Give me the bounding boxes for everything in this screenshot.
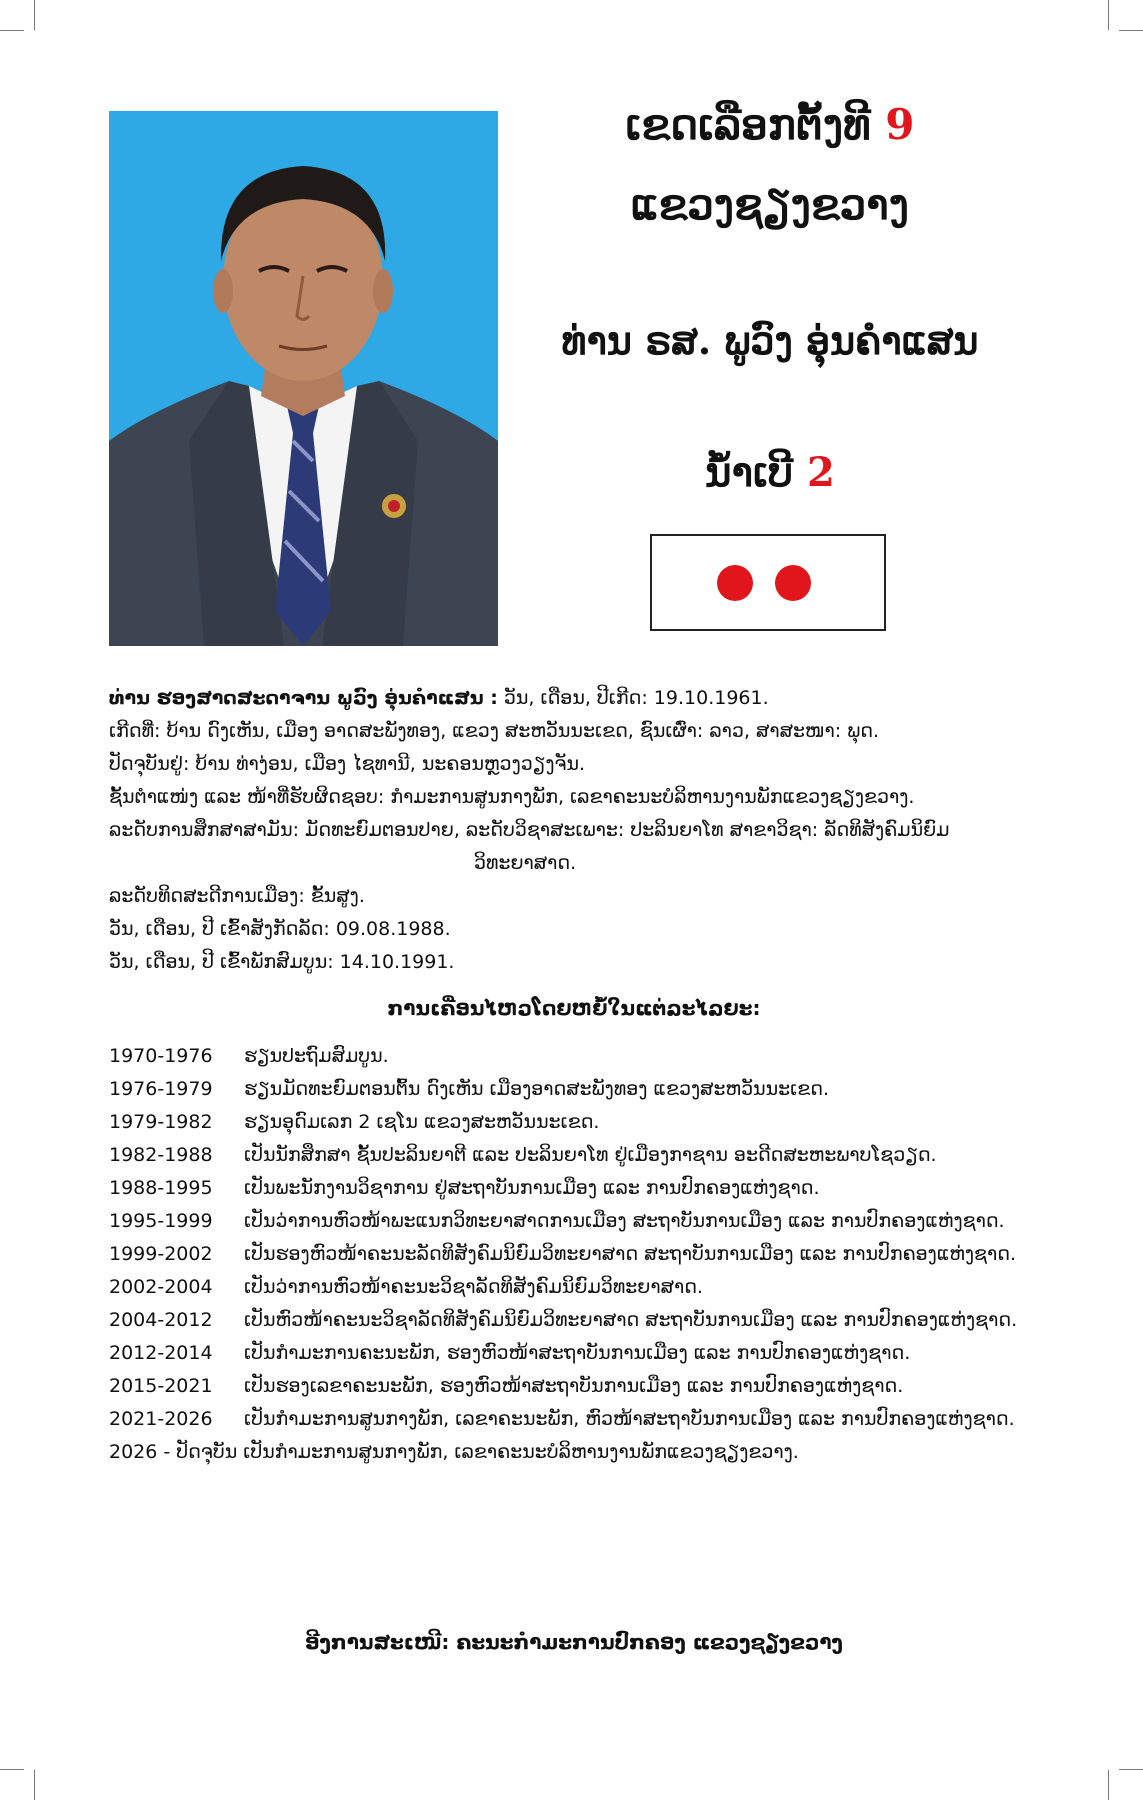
bio-line: [109, 682, 1039, 715]
timeline-row: [109, 1271, 1039, 1304]
timeline-row: [109, 1040, 1039, 1073]
timeline-text: ເປັນວ່າການຫົວໜ້າພະແນກວິທະຍາສາດການເມືອງ ສະຖາບັນການເມືອງ ແລະ ການປົກຄອງແຫ່ງຊາດ.: [244, 1210, 1005, 1232]
timeline-row-current: [109, 1436, 1039, 1469]
crop-mark: [1119, 30, 1143, 31]
timeline-text: ເປັນວ່າການຫົວໜ້າຄະນະວິຊາລັດທິສັງຄົມນິຍົມວິທະຍາສາດ.: [244, 1276, 703, 1298]
timeline-text: ເປັນຫົວໜ້າຄະນະວິຊາລັດທິສັງຄົມນິຍົມວິທະຍາສາດ ສະຖາບັນການເມືອງ ແລະ ການປົກຄອງແຫ່ງຊາດ.: [244, 1309, 1018, 1331]
timeline-years: 1979-1982: [109, 1111, 213, 1133]
bio-line: ປັດຈຸບັນຢູ່: ບ້ານ ທ່າງ່ອນ, ເມືອງ ໄຊທານີ, ນະຄອນຫຼວງວຽງຈັນ.: [109, 753, 586, 775]
timeline-text: ເປັນຮອງເລຂາຄະນະພັກ, ຮອງຫົວໜ້າສະຖາບັນການເມືອງ ແລະ ການປົກຄອງແຫ່ງຊາດ.: [244, 1375, 904, 1397]
timeline-row: [109, 1403, 1039, 1436]
crop-mark: [1119, 1769, 1143, 1770]
district-number: 9: [885, 100, 915, 149]
bio-line: ວັນ, ເດືອນ, ປີ ເຂົ້າພັກສົມບູນ: 14.10.1991.: [109, 951, 455, 973]
bio-line: ວັນ, ເດືອນ, ປີ ເຂົ້າສັງກັດລັດ: 09.08.1988.: [109, 918, 451, 940]
timeline-text: ຮຽນປະຖົມສົມບູນ.: [244, 1045, 389, 1067]
timeline-text: ເປັນຮອງຫົວໜ້າຄະນະລັດທິສັງຄົມນິຍົມວິທະຍາສາດ ສະຖາບັນການເມືອງ ແລະ ການປົກຄອງແຫ່ງຊາດ.: [244, 1243, 1017, 1265]
district-heading: [560, 100, 980, 149]
bio-line: ລະດັບທິດສະດີການເມືອງ: ຂັ້ນສູງ.: [109, 885, 365, 907]
ballot-symbol: [650, 534, 886, 631]
timeline-years: 2012-2014: [109, 1342, 213, 1364]
ballot-number-heading: [560, 449, 980, 496]
timeline-row: [109, 1205, 1039, 1238]
timeline-row: [109, 1172, 1039, 1205]
biography: [109, 682, 1039, 979]
crop-mark: [34, 0, 35, 30]
timeline-row: [109, 1073, 1039, 1106]
crop-mark: [0, 1769, 24, 1770]
timeline-years: 2002-2004: [109, 1276, 213, 1298]
ballot-number: 2: [807, 449, 835, 496]
timeline-row: [109, 1106, 1039, 1139]
timeline-text: ຮຽນມັດທະຍົມຕອນຕົ້ນ ດົງເຫັນ ເມືອງອາດສະພັງທອງ ແຂວງສະຫວັນນະເຂດ.: [244, 1078, 830, 1100]
timeline-years: 2021-2026: [109, 1408, 213, 1430]
footer-note: ອີງການສະເໜີ: ຄະນະກຳມະການປົກຄອງ ແຂວງຊຽງຂວາງ: [305, 1630, 843, 1654]
timeline-row: [109, 1139, 1039, 1172]
timeline-text: ຮຽນອຸດົມເລກ 2 ເຊໂນ ແຂວງສະຫວັນນະເຂດ.: [244, 1111, 600, 1133]
timeline-years: 1970-1976: [109, 1045, 213, 1067]
timeline-text: ເປັນກຳມະການສູນກາງພັກ, ເລຂາຄະນະພັກ, ຫົວໜ້າສະຖາບັນການເມືອງ ແລະ ການປົກຄອງແຫ່ງຊາດ.: [244, 1408, 1015, 1430]
bio-line: ລະດັບການສຶກສາສາມັນ: ມັດທະຍົມຕອນປາຍ, ລະດັບວິຊາສະເພາະ: ປະລິນຍາໂທ ສາຂາວິຊາ: ລັດທິສັງຄົມນິຍົມ: [109, 819, 950, 841]
ballot-dot: [775, 565, 811, 601]
timeline: [109, 1040, 1039, 1469]
timeline-text: ເປັນກຳມະການຄະນະພັກ, ຮອງຫົວໜ້າສະຖາບັນການເມືອງ ແລະ ການປົກຄອງແຫ່ງຊາດ.: [244, 1342, 911, 1364]
ballot-dot: [717, 565, 753, 601]
timeline-years: 1988-1995: [109, 1177, 213, 1199]
timeline-title: ການເຄື່ອນໄຫວໂດຍຫຍໍ້ໃນແຕ່ລະໄລຍະ:: [387, 996, 761, 1020]
crop-mark: [34, 1770, 35, 1800]
timeline-row: [109, 1370, 1039, 1403]
bio-line: ຊັ້ນຕຳແໜ່ງ ແລະ ໜ້າທີ່ຮັບຜິດຊອບ: ກຳມະການສູນກາງພັກ, ເລຂາຄະນະບໍລິຫານງານພັກແຂວງຊຽງຂວາງ.: [109, 786, 915, 808]
timeline-text: ເປັນກຳມະການສູນກາງພັກ, ເລຂາຄະນະບໍລິຫານງານພັກແຂວງຊຽງຂວາງ.: [243, 1441, 799, 1463]
timeline-years: 2015-2021: [109, 1375, 213, 1397]
timeline-years: 1999-2002: [109, 1243, 213, 1265]
district-label: ເຂດເລືອກຕັ້ງທີ: [625, 100, 871, 149]
timeline-text: ເປັນນັກສຶກສາ ຊັ້ນປະລິນຍາຕີ ແລະ ປະລິນຍາໂທ ຢູ່ເມືອງກາຊານ ອະດີດສະຫະພາບໂຊວຽດ.: [244, 1144, 937, 1166]
bio-line-continuation: ວິທະຍາສາດ.: [474, 852, 577, 874]
candidate-photo: [109, 111, 498, 646]
timeline-years: 1976-1979: [109, 1078, 213, 1100]
crop-mark: [1108, 0, 1109, 30]
candidate-name: ທ່ານ ຣສ. ພູວົງ ອຸ່ນຄຳແສນ: [561, 318, 979, 363]
timeline-years: 2004-2012: [109, 1309, 213, 1331]
bio-line: ເກີດທີ່: ບ້ານ ດົງເຫັນ, ເມືອງ ອາດສະພັງທອງ, ແຂວງ ສະຫວັນນະເຂດ, ຊົນເຜົ່າ: ລາວ, ສາສະໜາ: ພຸດ.: [109, 720, 880, 742]
timeline-years: 1995-1999: [109, 1210, 213, 1232]
crop-mark: [1108, 1770, 1109, 1800]
timeline-row: [109, 1337, 1039, 1370]
timeline-row: [109, 1238, 1039, 1271]
province-heading: ແຂວງຊຽງຂວາງ: [630, 180, 910, 229]
ballot-number-label: ນ້ຳເບີ: [705, 449, 794, 496]
timeline-years: 2026 - ປັດຈຸບັນ: [109, 1441, 238, 1463]
timeline-years: 1982-1988: [109, 1144, 213, 1166]
crop-mark: [0, 30, 24, 31]
birth-date: ວັນ, ເດືອນ, ປີເກີດ: 19.10.1961.: [503, 687, 769, 709]
timeline-row: [109, 1304, 1039, 1337]
timeline-text: ເປັນພະນັກງານວິຊາການ ຢູ່ສະຖາບັນການເມືອງ ແລະ ການປົກຄອງແຫ່ງຊາດ.: [244, 1177, 820, 1199]
name-lead: ທ່ານ ຮອງສາດສະດາຈານ ພູວົງ ອຸ່ນຄຳແສນ :: [109, 687, 498, 709]
